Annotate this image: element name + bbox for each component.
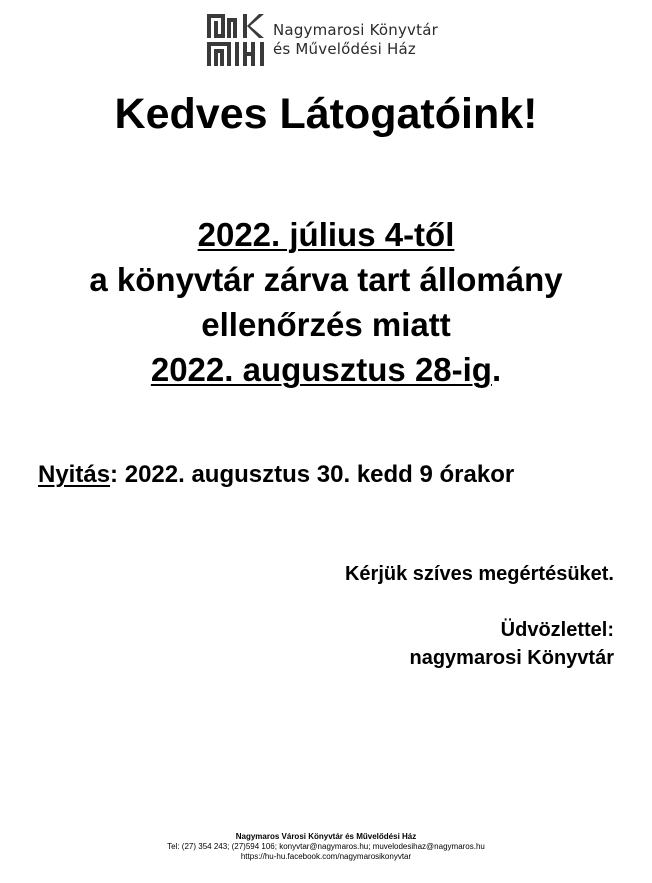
opening-separator: : bbox=[110, 461, 119, 488]
opening-text: 2022. augusztus 30. kedd 9 órakor bbox=[118, 461, 515, 488]
page-footer bbox=[0, 832, 652, 862]
notice-line-2: a könyvtár zárva tart állomány bbox=[89, 261, 563, 298]
opening-label: Nyitás bbox=[38, 461, 111, 488]
notice-start-date: 2022. július 4-től bbox=[197, 216, 455, 253]
notice-end-date: 2022. augusztus 28-ig bbox=[150, 351, 492, 388]
notice-line-3: ellenőrzés miatt bbox=[201, 306, 451, 343]
closure-notice bbox=[0, 212, 652, 392]
logo-line-2: és Művelődési Ház bbox=[273, 40, 416, 58]
logo-line-1: Nagymarosi Könyvtár bbox=[273, 21, 438, 39]
library-logo-mark-icon bbox=[207, 14, 265, 66]
library-logo bbox=[207, 14, 438, 66]
footer-url: https://hu-hu.facebook.com/nagymarosikonyvtar bbox=[240, 852, 412, 861]
notice-end-period: . bbox=[491, 351, 502, 388]
reopening-notice bbox=[38, 458, 514, 492]
footer-org: Nagymaros Városi Könyvtár és Művelődési Ház bbox=[235, 832, 417, 841]
closing-greeting: Üdvözlettel: bbox=[500, 619, 614, 641]
page-title: Kedves Látogatóink! bbox=[114, 90, 538, 138]
library-logo-text bbox=[273, 21, 438, 59]
closing-request: Kérjük szíves megértésüket. bbox=[344, 563, 614, 585]
closing-signature: nagymarosi Könyvtár bbox=[409, 647, 614, 669]
notice-end-line bbox=[0, 347, 652, 392]
closing-signoff bbox=[409, 616, 614, 672]
footer-contact: Tel: (27) 354 243; (27)594 106; konyvtar@nagymaros.hu; muvelodesihaz@nagymaros.hu bbox=[167, 842, 485, 851]
